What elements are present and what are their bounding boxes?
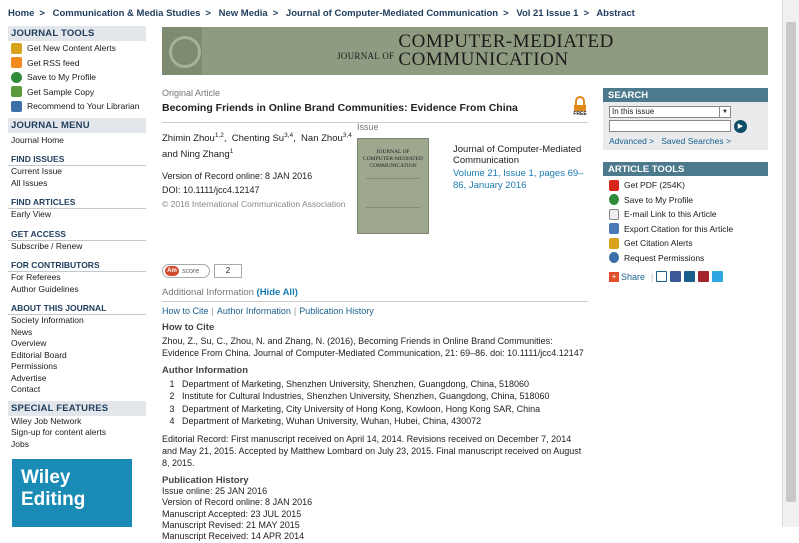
issue-journal-name: Journal of Computer-Mediated Communication <box>453 144 582 166</box>
author-list <box>162 129 352 161</box>
journal-menu-heading: JOURNAL MENU <box>8 118 146 133</box>
current-issue-link[interactable]: Current Issue <box>11 166 63 176</box>
free-access-badge <box>572 96 588 117</box>
article-tools-heading: ARTICLE TOOLS <box>603 162 768 176</box>
tab-publication-history[interactable]: Publication History <box>299 306 374 316</box>
request-permissions-link[interactable] <box>609 251 768 266</box>
author-link[interactable]: Chenting Su$^{3,4}$, <box>231 132 296 145</box>
additional-info-heading <box>162 287 588 302</box>
save-profile-tool-label: Save to My Profile <box>624 194 693 205</box>
article-type: Original Article <box>162 88 221 98</box>
tab-author-information[interactable]: Author Information <box>216 306 291 316</box>
list-item: 1 Department of Marketing, Shenzhen University, Shenzhen, Guangdong, China, 518060 <box>169 379 530 389</box>
librarian-icon <box>11 101 22 112</box>
share-bar <box>603 271 768 282</box>
article-doi[interactable]: DOI: 10.1111/jcc4.12147 <box>162 185 260 196</box>
breadcrumb-new-media[interactable]: New Media <box>218 8 268 19</box>
subscribe-link[interactable]: Subscribe / Renew <box>11 240 83 251</box>
get-access-heading: GET ACCESS <box>8 227 146 241</box>
rss-icon <box>11 57 22 68</box>
for-contributors-heading: FOR CONTRIBUTORS <box>8 258 146 272</box>
list-item: Manuscript Received: 14 APR 2014 <box>162 531 305 542</box>
citation-alert-icon <box>609 238 619 249</box>
breadcrumb-abstract: Abstract <box>596 8 635 19</box>
journal-tools-heading: JOURNAL TOOLS <box>8 26 146 41</box>
save-plus-icon <box>11 72 22 83</box>
list-item: Manuscript Revised: 21 MAY 2015 <box>162 520 300 531</box>
author-link[interactable]: Zhimin Zhou$^{1,2}$, <box>162 132 227 145</box>
scrollbar-thumb[interactable] <box>786 22 796 502</box>
share-divider: | <box>651 271 654 282</box>
get-pdf-label: Get PDF (254K) <box>624 180 685 191</box>
cover-decoration <box>366 178 420 208</box>
search-scope-value: In this issue <box>612 107 655 116</box>
search-box <box>603 102 768 150</box>
left-sidebar <box>8 26 146 450</box>
get-pdf-link[interactable] <box>609 178 768 193</box>
free-label: FREE <box>573 111 587 117</box>
list-item: 3 Department of Marketing, City University of Hong Kong, Kowloon, Hong Kong SAR, China <box>169 403 541 414</box>
issue-cover[interactable] <box>357 138 429 234</box>
citation-alerts-label: Get Citation Alerts <box>624 238 693 249</box>
overview-link[interactable]: Overview <box>11 338 47 348</box>
mendeley-icon[interactable] <box>698 271 709 282</box>
twitter-icon[interactable] <box>712 271 723 282</box>
sample-copy-icon <box>11 86 22 97</box>
list-item: Manuscript Accepted: 23 JUL 2015 <box>162 508 302 519</box>
get-content-alerts-link[interactable] <box>8 41 146 56</box>
get-content-alerts-label: Get New Content Alerts <box>27 43 116 54</box>
sample-copy-label: Get Sample Copy <box>27 86 95 97</box>
list-item: Issue online: 25 JAN 2016 <box>162 486 268 497</box>
alert-plus-icon <box>11 43 22 54</box>
permissions-link[interactable]: Permissions <box>11 361 58 371</box>
banner-journal-of: JOURNAL OF <box>337 51 395 61</box>
breadcrumb: Home > Communication & Media Studies > New Media > Journal of Computer-Mediated Communication > Vol 21 Issue 1 > Abstract <box>8 8 635 19</box>
email-link[interactable] <box>609 207 768 222</box>
pub-history-heading: Publication History <box>162 475 249 487</box>
citation-alerts-link[interactable] <box>609 236 768 251</box>
article-main <box>162 88 588 542</box>
for-referees-link[interactable]: For Referees <box>11 272 61 282</box>
share-plus-icon[interactable]: + <box>609 272 619 282</box>
wiley-editing-ad[interactable] <box>12 459 132 527</box>
search-scope-select[interactable] <box>609 106 731 118</box>
copyright: © 2016 International Communication Association <box>162 199 346 210</box>
altmetric-score[interactable] <box>162 264 242 278</box>
affiliation-list <box>162 378 588 427</box>
unlock-icon <box>575 96 585 105</box>
author-link[interactable]: Ning Zhang$^1$ <box>180 148 234 161</box>
request-permissions-label: Request Permissions <box>624 252 705 263</box>
banner-title-line2: COMMUNICATION <box>398 49 569 70</box>
export-citation-label: Export Citation for this Article <box>624 223 734 234</box>
special-features-heading: SPECIAL FEATURES <box>8 401 146 416</box>
save-profile-label: Save to My Profile <box>27 72 96 83</box>
print-icon[interactable] <box>656 271 667 282</box>
altmetric-icon: Am <box>165 266 179 276</box>
signup-alerts-link[interactable]: Sign-up for content alerts <box>11 427 106 437</box>
search-heading: SEARCH <box>603 88 768 102</box>
early-view-link[interactable]: Early View <box>11 209 51 219</box>
get-rss-link[interactable] <box>8 56 146 71</box>
wiley-job-network-link[interactable]: Wiley Job Network <box>11 415 82 426</box>
vertical-scrollbar[interactable] <box>782 0 799 527</box>
advanced-search-link[interactable]: Advanced > <box>609 136 655 146</box>
how-to-cite-heading: How to Cite <box>162 322 215 333</box>
share-link[interactable]: Share <box>621 271 646 282</box>
article-title: Becoming Friends in Online Brand Communities: Evidence From China <box>162 102 518 114</box>
jobs-link[interactable]: Jobs <box>11 438 29 449</box>
issue-box <box>357 122 587 191</box>
citation-text: Zhou, Z., Su, C., Zhou, N. and Zhang, N. (2016), Becoming Friends in Online Brand Communities: Evidence From China. Journal of Computer-Mediated Communication, 21: 69–86. doi: 10.1111/jcc4.12147 <box>162 336 584 358</box>
find-issues-heading: FIND ISSUES <box>8 152 146 166</box>
search-go-button[interactable]: ▶ <box>734 120 747 133</box>
editorial-record: Editorial Record: First manuscript received on April 14, 2014. Revisions received on December 7, 2014 and May 21, 2015. Accepted by Matthew Lombard on July 23, 2015. Final manuscript received on August 8, 2015. <box>162 434 582 469</box>
delicious-icon[interactable] <box>684 271 695 282</box>
journal-banner[interactable] <box>162 27 768 75</box>
facebook-icon[interactable] <box>670 271 681 282</box>
ad-line-1: Wiley <box>21 467 71 488</box>
altmetric-value: 2 <box>214 264 242 278</box>
issue-label: Issue <box>357 122 379 132</box>
all-issues-link[interactable]: All Issues <box>11 177 48 188</box>
editorial-board-link[interactable]: Editorial Board <box>11 349 67 360</box>
search-input[interactable] <box>609 120 731 132</box>
export-citation-icon <box>609 223 619 234</box>
journal-logo-icon <box>162 27 202 75</box>
ad-line-2: Editing <box>21 489 86 510</box>
email-icon <box>609 209 619 220</box>
altmetric-badge <box>162 264 210 278</box>
additional-info-tabs: How to Cite | Author Information | Publication History <box>162 306 374 316</box>
additional-info-title: Additional Information <box>162 287 254 298</box>
breadcrumb-comm-media[interactable]: Communication & Media Studies <box>52 8 201 19</box>
right-sidebar <box>603 88 768 282</box>
additional-information <box>162 287 588 543</box>
issue-volume-link[interactable]: Volume 21, Issue 1, pages 69–86, January 2016 <box>453 168 584 191</box>
save-profile-tool-link[interactable] <box>609 193 768 208</box>
tab-how-to-cite[interactable]: How to Cite <box>162 306 209 316</box>
pub-history-list <box>162 486 588 542</box>
list-item: Version of Record online: 8 JAN 2016 <box>162 497 313 508</box>
saved-searches-link[interactable]: Saved Searches > <box>661 136 731 146</box>
save-profile-link[interactable] <box>8 70 146 85</box>
search-links <box>609 136 762 148</box>
chevron-down-icon: ▼ <box>719 107 730 117</box>
authors-and: and <box>162 149 178 161</box>
author-link[interactable]: Nan Zhou$^{3,4}$ <box>301 132 352 145</box>
get-rss-label: Get RSS feed <box>27 57 80 68</box>
banner-title-line1: COMPUTER-MEDIATED <box>398 31 614 52</box>
author-guidelines-link[interactable]: Author Guidelines <box>11 283 79 294</box>
recommend-librarian-link[interactable] <box>8 99 146 114</box>
altmetric-label: score <box>182 267 200 275</box>
advertise-link[interactable]: Advertise <box>11 372 47 383</box>
save-plus-icon <box>609 194 619 205</box>
recommend-librarian-label: Recommend to Your Librarian <box>27 101 140 112</box>
permissions-icon <box>609 252 619 263</box>
about-journal-heading: ABOUT THIS JOURNAL <box>8 301 146 315</box>
export-citation-link[interactable] <box>609 222 768 237</box>
find-articles-heading: FIND ARTICLES <box>8 195 146 209</box>
pdf-icon <box>609 180 619 191</box>
hide-all-link[interactable]: (Hide All) <box>256 287 298 298</box>
breadcrumb-home[interactable]: Home <box>8 8 35 19</box>
version-of-record: Version of Record online: 8 JAN 2016 <box>162 171 313 182</box>
sample-copy-link[interactable] <box>8 85 146 100</box>
breadcrumb-volume[interactable]: Vol 21 Issue 1 <box>516 8 579 19</box>
cover-title-text: COMPUTER-MEDIATED COMMUNICATION <box>363 156 423 169</box>
news-link[interactable]: News <box>11 326 33 337</box>
cover-small-text: JOURNAL OF <box>376 149 410 155</box>
list-item: 4 Department of Marketing, Wuhan University, Wuhan, Hubei, China, 430072 <box>169 415 482 426</box>
article-tools-list <box>603 176 768 265</box>
author-info-heading: Author Information <box>162 365 249 376</box>
breadcrumb-journal[interactable]: Journal of Computer-Mediated Communication <box>285 8 499 19</box>
email-label: E-mail Link to this Article <box>624 209 717 220</box>
list-item: 2 Institute for Cultural Industries, Shenzhen University, Shenzhen, Guangdong, China, 518060 <box>169 391 550 402</box>
contact-link[interactable]: Contact <box>11 384 41 394</box>
journal-home-link[interactable]: Journal Home <box>11 134 64 145</box>
issue-details <box>453 144 593 192</box>
society-info-link[interactable]: Society Information <box>11 315 84 325</box>
